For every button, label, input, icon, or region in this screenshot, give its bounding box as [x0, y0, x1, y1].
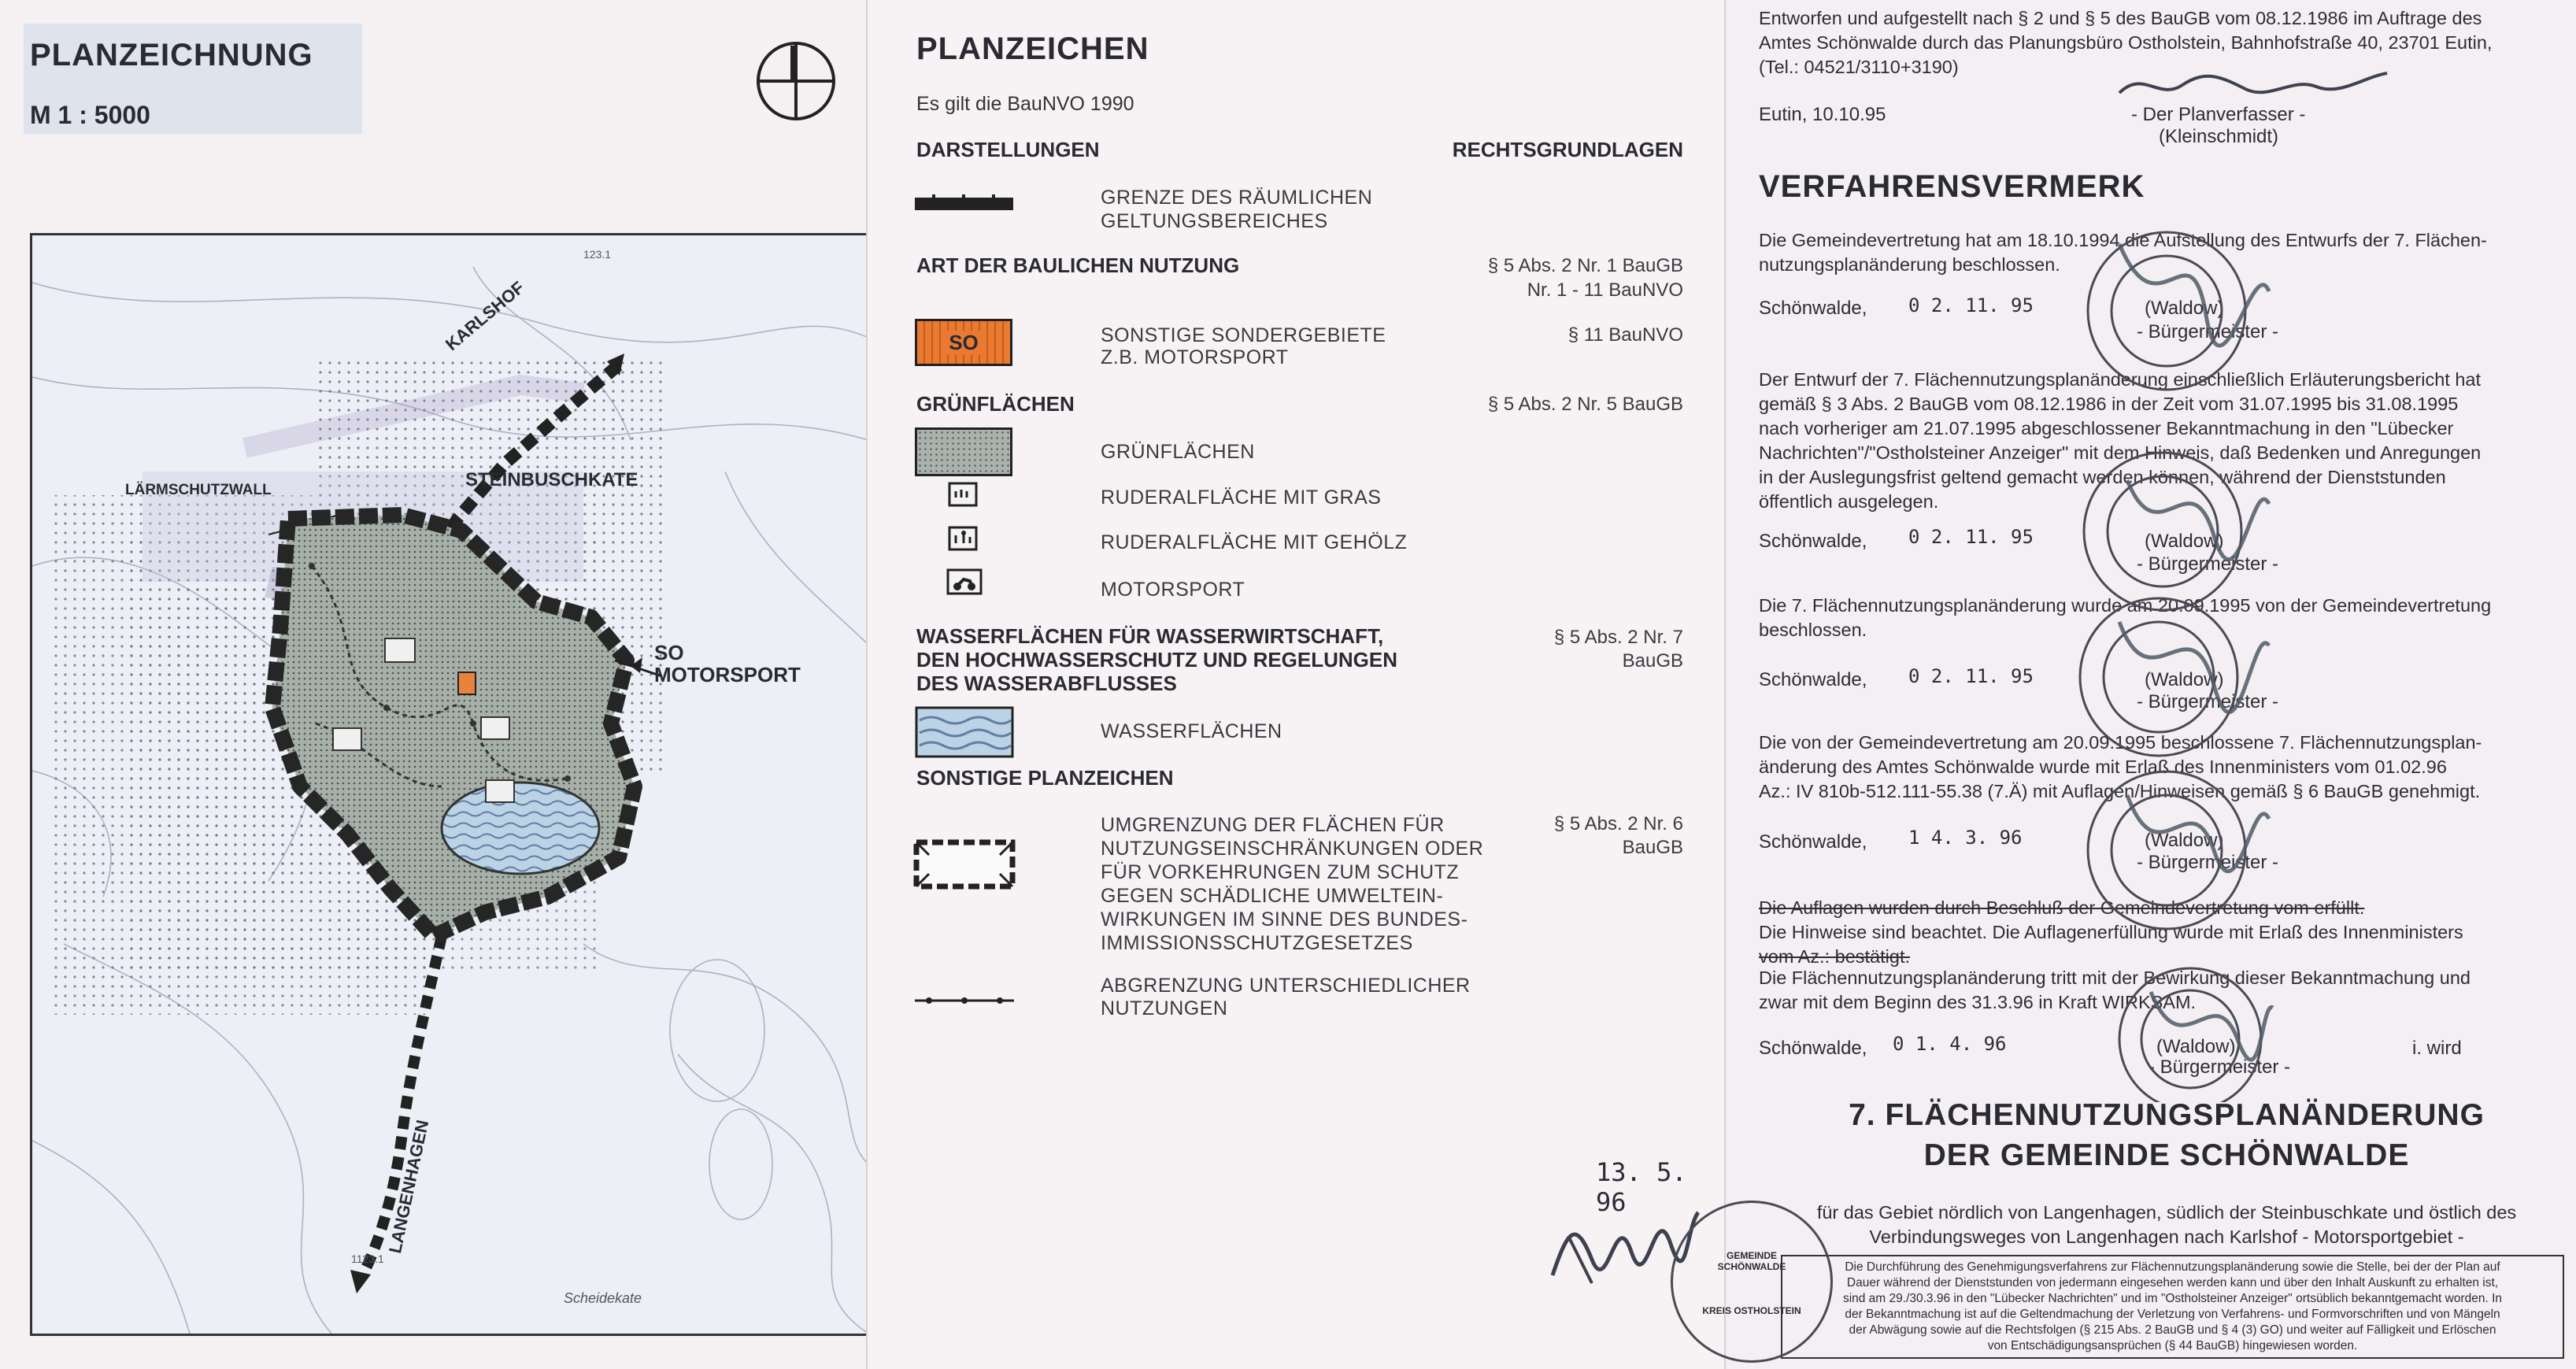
col-header-rechtsgrundlagen: RECHTSGRUNDLAGEN: [1452, 138, 1683, 161]
subtitle-2: Verbindungsweges von Langenhagen nach Karlshof - Motorsportgebiet -: [1869, 1227, 2464, 1247]
so-symbol-icon: [915, 319, 1012, 366]
para-2-line-3: nach vorheriger am 21.07.1995 abgeschlossener Bekanntmachung in den "Lübecker: [1759, 418, 2454, 438]
abgrenzung-1: ABGRENZUNG UNTERSCHIEDLICHER: [1101, 975, 1471, 997]
ruderal-gehoelz-icon: [948, 526, 978, 551]
para-1-line-2: nutzungsplanänderung beschlossen.: [1759, 254, 2060, 275]
procedure-panel: [1702, 0, 2576, 1369]
so-text-1: SONSTIGE SONDERGEBIETE: [1101, 324, 1386, 346]
legend-panel: [866, 0, 1726, 1369]
heading-wasser-1: WASSERFLÄCHEN FÜR WASSERWIRTSCHAFT,: [916, 624, 1384, 648]
label-motorsport: MOTORSPORT: [654, 663, 801, 686]
wasser-symbol-icon: [915, 706, 1014, 758]
para-1-line-1: Die Gemeindevertretung hat am 18.10.1994 die Aufstellung des Entwurfs der 7. Flächen-: [1759, 230, 2487, 250]
map-panel: [0, 0, 866, 1369]
footnote-line-5: der Abwägung sowie auf die Rechtsfolgen (§ 215 Abs. 2 BauGB und § 4 (3) GO) und weiter auf Fälligkeit und Erlöschen: [1849, 1323, 2496, 1337]
heading-art: ART DER BAULICHEN NUTZUNG: [916, 253, 1240, 277]
para-4-line-1: Die von der Gemeindevertretung am 20.09.1995 beschlossene 7. Flächennutzungsplan-: [1759, 732, 2482, 753]
para-2-line-5: in der Auslegungsfrist geltend gemacht werden können, während der Dienststunden: [1759, 467, 2446, 487]
footnote-line-6: von Entschädigungsansprüchen (§ 44 BauGB) hingewiesen worden.: [1987, 1339, 2358, 1352]
sig-1-name: (Waldow): [2145, 298, 2224, 319]
umgrenzung-line-6: IMMISSIONSSCHUTZGESETZES: [1101, 932, 1413, 954]
sig-2-role: - Bürgermeister -: [2137, 553, 2279, 575]
para-6-line-1: Die Flächennutzungsplanänderung tritt mit der Bewirkung dieser Bekanntmachung und: [1759, 968, 2471, 988]
place-date: Eutin, 10.10.95: [1759, 104, 1886, 125]
gruen-law: § 5 Abs. 2 Nr. 5 BauGB: [1487, 394, 1683, 415]
para-5-line-1: Die Auflagen wurden durch Beschluß der Gemeindevertretung vom erfüllt.: [1759, 897, 2365, 918]
wasser-law-1: § 5 Abs. 2 Nr. 7: [1553, 627, 1683, 648]
heading-wasser-2: DEN HOCHWASSERSCHUTZ UND REGELUNGEN: [916, 648, 1398, 672]
sig-1-role: - Bürgermeister -: [2137, 321, 2279, 342]
abgrenzung-symbol-icon: [913, 995, 1016, 1006]
planverfasser-name: (Kleinschmidt): [2159, 126, 2279, 147]
sig-5-role: - Bürgermeister -: [2149, 1056, 2291, 1078]
stamps-icon: [2072, 220, 2277, 1102]
gruen-symbol-icon: [915, 427, 1012, 476]
main-title-2: DER GEMEINDE SCHÖNWALDE: [1923, 1138, 2410, 1172]
intro-line-3: (Tel.: 04521/3110+3190): [1759, 57, 1959, 77]
subtitle-1: für das Gebiet nördlich von Langenhagen, südlich der Steinbuschkate und östlich des: [1816, 1202, 2517, 1223]
planverfasser-signature-icon: [2112, 61, 2395, 109]
sig-3-role: - Bürgermeister -: [2137, 691, 2279, 712]
so-law: § 11 BauNVO: [1567, 324, 1683, 346]
umgrenzung-law-2: BauGB: [1622, 837, 1683, 858]
ruderal-gras-icon: [948, 482, 978, 507]
bottom-stamp: [1671, 1201, 1833, 1363]
ruderal-gehoelz: RUDERALFLÄCHE MIT GEHÖLZ: [1101, 531, 1408, 553]
intro-line-2: Amtes Schönwalde durch das Planungsbüro Ostholstein, Bahnhofstraße 40, 23701 Eutin,: [1759, 32, 2493, 53]
art-law-1: § 5 Abs. 2 Nr. 1 BauGB: [1487, 255, 1683, 276]
label-laermschutzwall: LÄRMSCHUTZWALL: [125, 482, 272, 498]
para-2-line-6: öffentlich ausgelegen.: [1759, 491, 1939, 512]
boundary-symbol-icon: [915, 193, 1013, 213]
heading-sonstige: SONSTIGE PLANZEICHEN: [916, 766, 1174, 790]
umgrenzung-line-5: WIRKUNGEN IM SINNE DES BUNDES-: [1101, 908, 1468, 931]
baunvo-note: Es gilt die BauNVO 1990: [916, 93, 1134, 115]
sig-2-place: Schönwalde,: [1759, 531, 1867, 552]
footnote-box: [1781, 1255, 2564, 1359]
map-frame: [30, 233, 871, 1336]
label-karlshof: KARLSHOF: [442, 277, 528, 355]
para-3-line-2: beschlossen.: [1759, 620, 1867, 640]
heading-gruen: GRÜNFLÄCHEN: [916, 392, 1075, 416]
so-symbol-label: SO: [946, 331, 982, 355]
sig-5-extra: i. wird: [2412, 1038, 2462, 1059]
label-langenhagen: LANGENHAGEN: [385, 1118, 433, 1256]
sig-5-place: Schönwalde,: [1759, 1038, 1867, 1059]
sig-4-name: (Waldow): [2145, 830, 2224, 851]
para-2-line-2: gemäß § 3 Abs. 2 BauGB vom 08.12.1986 in der Zeit vom 31.07.1995 bis 31.08.1995: [1759, 394, 2459, 414]
stamp-text-2: KREIS OSTHOLSTEIN: [1702, 1305, 1801, 1316]
umgrenzung-line-2: NUTZUNGSEINSCHRÄNKUNGEN ODER: [1101, 838, 1484, 860]
wasser-text: WASSERFLÄCHEN: [1101, 720, 1282, 742]
sig-1-date: 0 2. 11. 95: [1908, 294, 2034, 316]
so-text-2: Z.B. MOTORSPORT: [1101, 346, 1289, 368]
spot-height-2: 1123.1: [351, 1252, 384, 1265]
footnote-line-1: Die Durchführung des Genehmigungsverfahrens zur Flächennutzungsplanänderung sowie die Stelle, bei der der Plan auf: [1845, 1260, 2500, 1274]
legend-grenze: GRENZE DES RÄUMLICHEN GELTUNGSBEREICHES: [1101, 187, 1373, 232]
sig-3-place: Schönwalde,: [1759, 669, 1867, 690]
sig-4-date: 1 4. 3. 96: [1908, 827, 2023, 849]
motorsport-text: MOTORSPORT: [1101, 579, 1245, 601]
col-header-darstellungen: DARSTELLUNGEN: [916, 138, 1100, 161]
north-arrow-icon: [754, 39, 838, 123]
sig-4-role: - Bürgermeister -: [2137, 852, 2279, 873]
art-law-2: Nr. 1 - 11 BauNVO: [1527, 279, 1683, 301]
spot-height-1: 123.1: [583, 248, 612, 261]
para-2-line-4: Nachrichten"/"Ostholsteiner Anzeiger" mit dem Hinweis, daß Bedenken und Anregungen: [1759, 442, 2482, 463]
label-steinbuschkate: STEINBUSCHKATE: [465, 469, 638, 490]
para-5-line-2: Die Hinweise sind beachtet. Die Auflagenerfüllung wurde mit Erlaß des Innenministers: [1759, 922, 2463, 942]
motorsport-icon: [946, 568, 983, 595]
gruen-text: GRÜNFLÄCHEN: [1101, 441, 1255, 463]
umgrenzung-text: [1101, 813, 1483, 955]
legend-title: PLANZEICHEN: [916, 31, 1149, 66]
para-2-line-1: Der Entwurf der 7. Flächennutzungsplanänderung einschließlich Erläuterungsbericht hat: [1759, 369, 2482, 390]
abgrenzung-2: NUTZUNGEN: [1101, 997, 1228, 1019]
legend-date-stamp: 13. 5. 96: [1596, 1157, 1687, 1217]
para-6-line-2: zwar mit dem Beginn des 31.3.96 in Kraft WIRKSAM.: [1759, 992, 2197, 1012]
label-scheidekate: Scheidekate: [564, 1290, 642, 1306]
umgrenzung-line-4: GEGEN SCHÄDLICHE UMWELTEIN-: [1101, 885, 1444, 907]
sig-3-name: (Waldow): [2145, 669, 2224, 690]
umgrenzung-line-1: UMGRENZUNG DER FLÄCHEN FÜR: [1101, 814, 1445, 836]
sig-1-place: Schönwalde,: [1759, 298, 1867, 319]
footnote-line-2: Dauer während der Dienststunden von jedermann eingesehen werden kann und über den Inhalt Auskunft zu erhalten ist,: [1846, 1276, 2499, 1289]
footnote-line-4: der Bekanntmachung ist auf die Geltendmachung der Verletzung von Verfahrens- und Formvorschriften und von Mängeln: [1845, 1308, 2500, 1321]
ruderal-gras: RUDERALFLÄCHE MIT GRAS: [1101, 487, 1382, 509]
footnote-line-3: sind am 29./30.3.96 in den "Lübecker Nachrichten" und im "Ostholsteiner Anzeiger" ortsüblich bekanntgemacht worden. In: [1842, 1292, 2503, 1305]
sig-3-date: 0 2. 11. 95: [1908, 665, 2034, 687]
planverfasser: - Der Planverfasser -: [2131, 104, 2306, 125]
para-3-line-1: Die 7. Flächennutzungsplanänderung wurde am 20.09.1995 von der Gemeindevertretung: [1759, 595, 2492, 616]
stamp-text: GEMEINDE SCHÖNWALDE: [1717, 1250, 1786, 1272]
umgrenzung-symbol-icon: [913, 839, 1016, 890]
intro-line-1: Entworfen und aufgestellt nach § 2 und § 5 des BauGB vom 08.12.1986 im Auftrage des: [1759, 8, 2482, 28]
para-4-line-3: Az.: IV 810b-512.111-55.38 (7.Ä) mit Auflagen/Hinweisen gemäß § 6 BauGB genehmigt.: [1759, 781, 2481, 801]
label-so: SO: [654, 641, 684, 664]
sig-5-name: (Waldow): [2156, 1036, 2236, 1057]
umgrenzung-law-1: § 5 Abs. 2 Nr. 6: [1553, 813, 1683, 834]
sig-2-name: (Waldow): [2145, 531, 2224, 552]
heading-wasser-3: DES WASSERABFLUSSES: [916, 672, 1177, 695]
map-drawing: [32, 235, 868, 1334]
sig-5-date: 0 1. 4. 96: [1893, 1033, 2007, 1055]
para-5-line-3: vom Az.: bestätigt.: [1759, 946, 1911, 967]
sig-2-date: 0 2. 11. 95: [1908, 526, 2034, 548]
main-title-1: 7. FLÄCHENNUTZUNGSPLANÄNDERUNG: [1849, 1098, 2485, 1132]
wasser-law-2: BauGB: [1622, 650, 1683, 672]
verfahrensvermerk-title: VERFAHRENSVERMERK: [1759, 169, 2145, 204]
umgrenzung-line-3: FÜR VORKEHRUNGEN ZUM SCHUTZ: [1101, 861, 1460, 883]
sig-4-place: Schönwalde,: [1759, 831, 1867, 853]
map-scale: M 1 : 5000: [30, 101, 150, 129]
para-4-line-2: änderung des Amtes Schönwalde wurde mit Erlaß des Innenministers vom 01.02.96: [1759, 757, 2447, 777]
map-title: PLANZEICHNUNG: [30, 38, 313, 72]
